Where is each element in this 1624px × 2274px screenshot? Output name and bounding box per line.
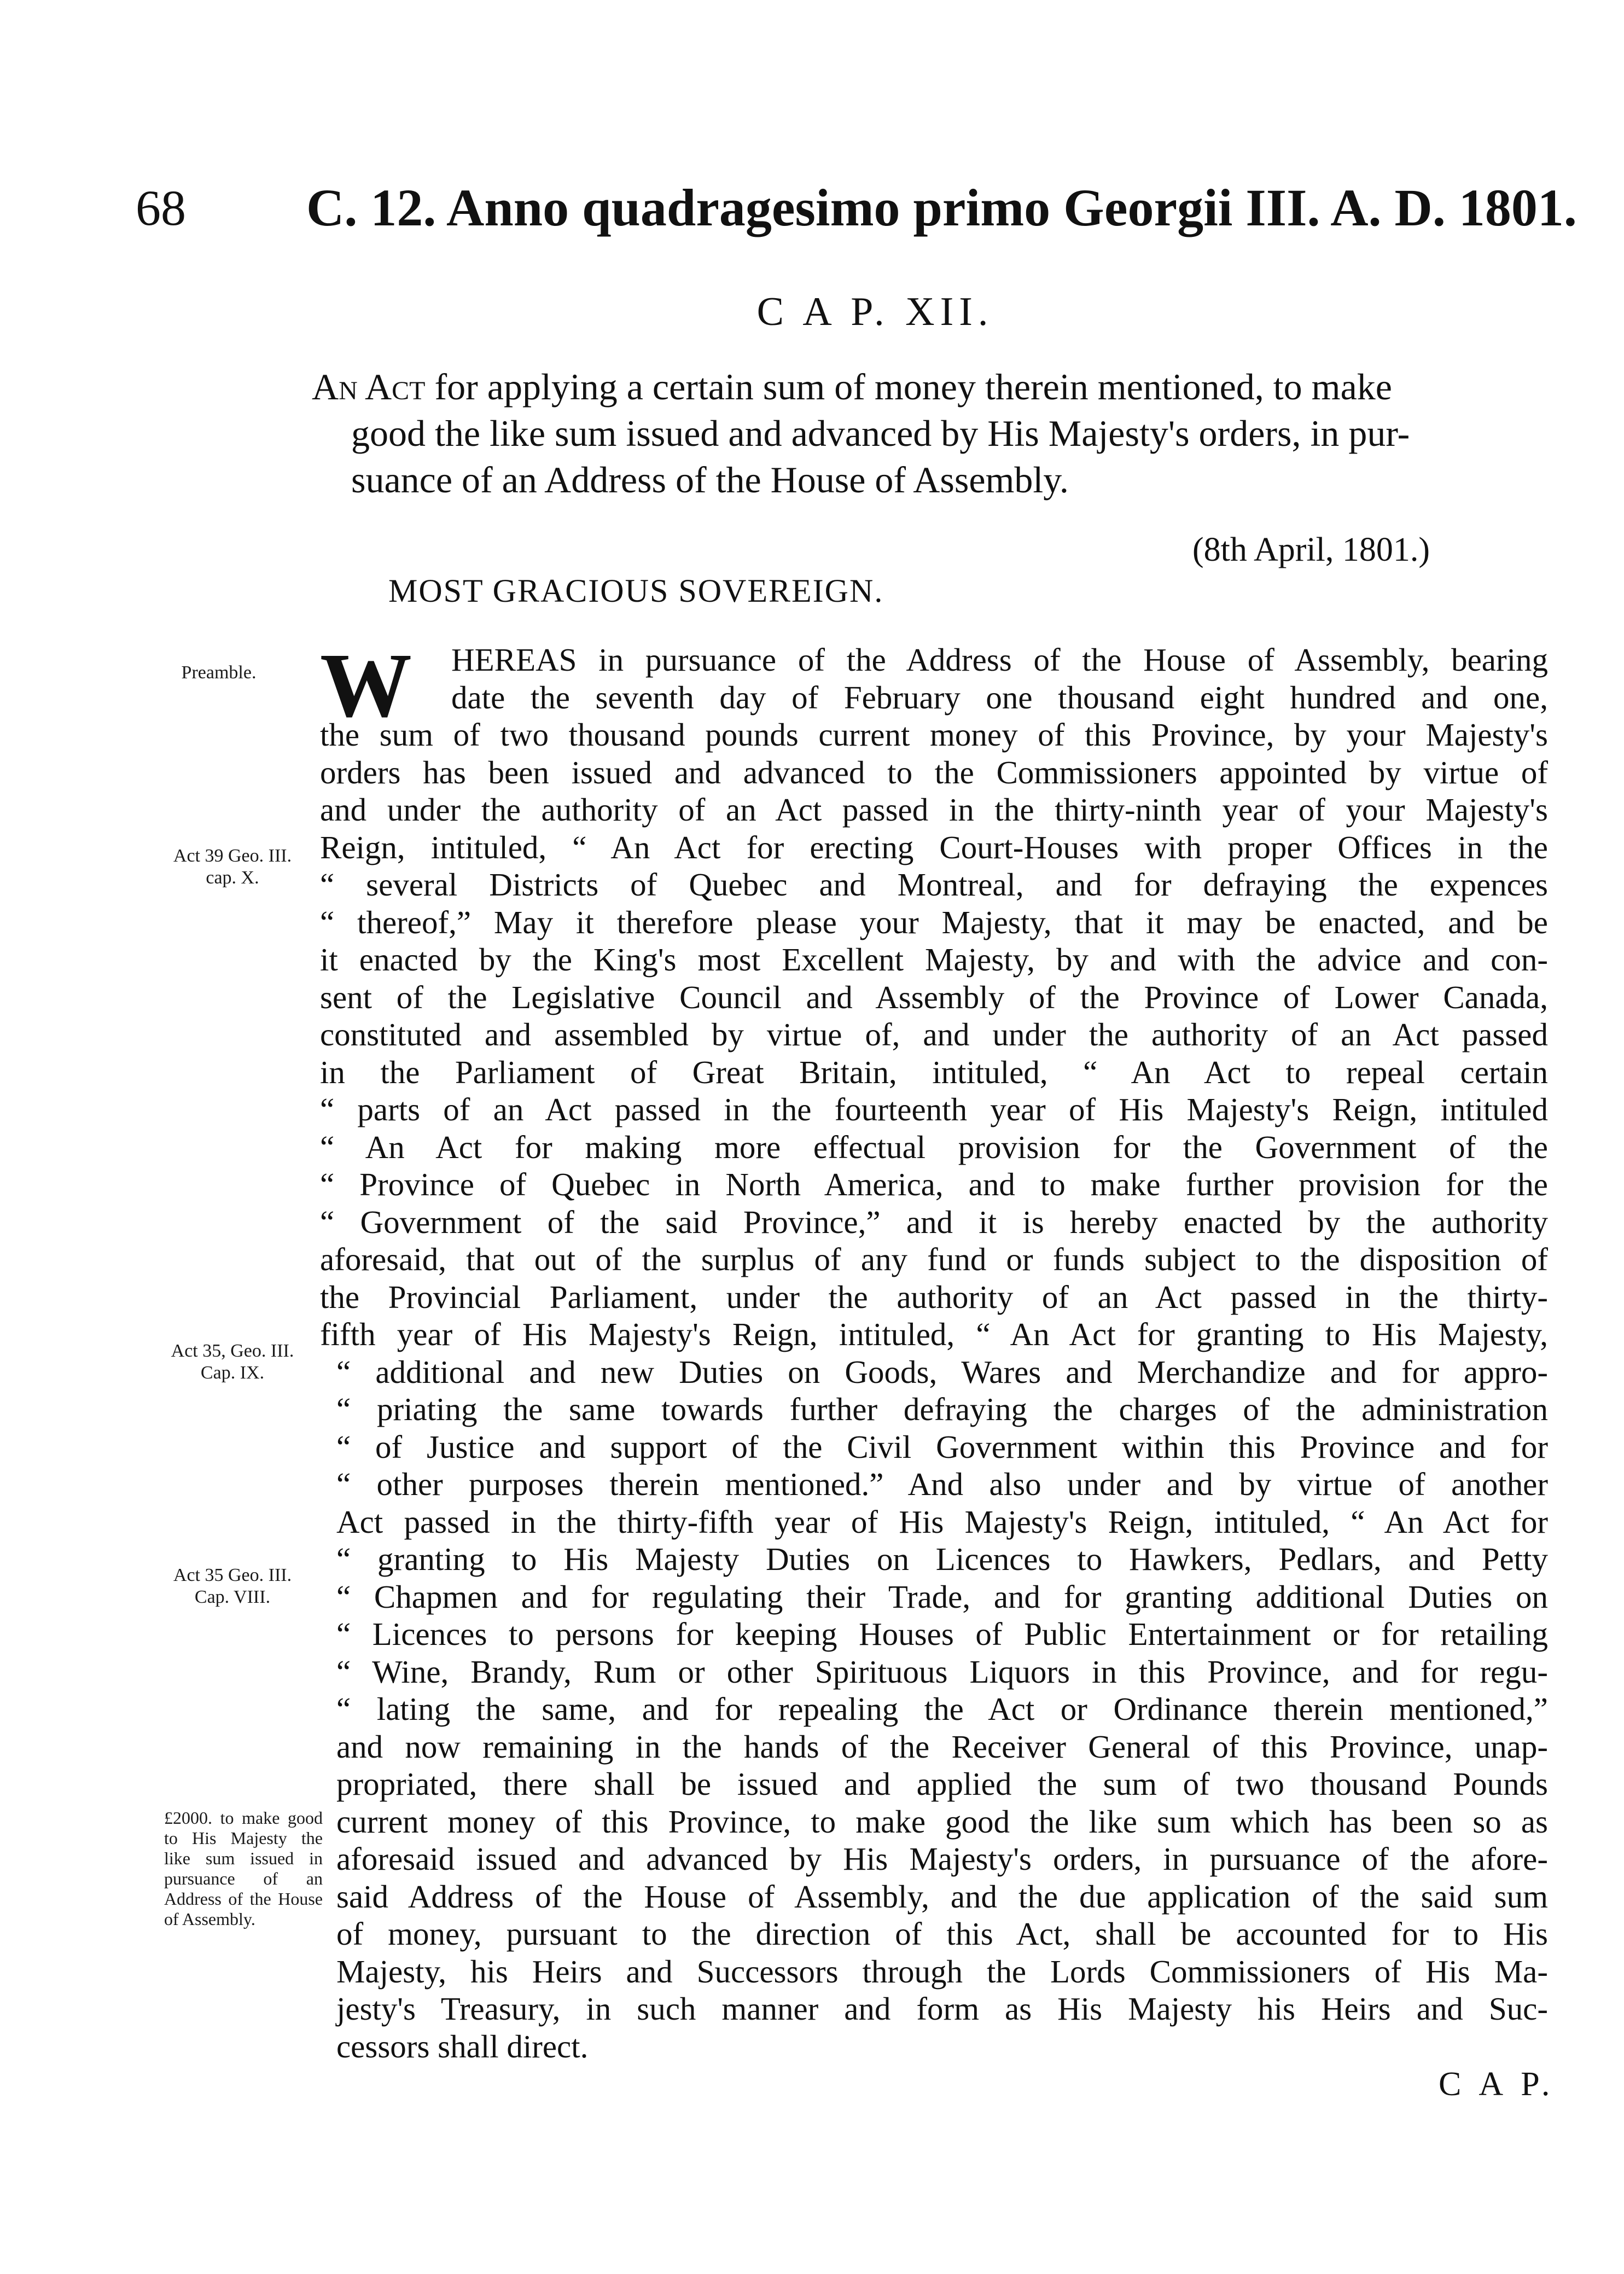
page-number: 68 [136, 180, 186, 236]
marginal-note-sum: £2000. to make good to His Majesty the like sum issued in pursuance of an Address of the House of Assembly. [164, 1808, 323, 1929]
body-line: “ parts of an Act passed in the fourteenth year of His Majesty's Reign, intituled [320, 1091, 1548, 1127]
body-line: constituted and assembled by virtue of, and under the authority of an Act passed [320, 1016, 1548, 1052]
body-line: aforesaid issued and advanced by His Majesty's orders, in pursuance of the afore- [336, 1841, 1548, 1877]
body-line: “ additional and new Duties on Goods, Wares and Merchandize and for appro- [336, 1353, 1548, 1390]
body-line: date the seventh day of February one thousand eight hundred and one, [451, 679, 1548, 716]
body-line: “ other purposes therein mentioned.” And also under and by virtue of another [336, 1466, 1548, 1502]
body-line: “ of Justice and support of the Civil Government within this Province and for [336, 1428, 1548, 1465]
chapter-heading: C A P. XII. [756, 289, 994, 334]
body-line: “ thereof,” May it therefore please your Majesty, that it may be enacted, and be [320, 904, 1548, 940]
body-line: sent of the Legislative Council and Assembly of the Province of Lower Canada, [320, 979, 1548, 1015]
marginal-note-act-39: Act 39 Geo. III. cap. X. [173, 846, 292, 888]
body-line: “ An Act for making more effectual provision for the Government of the [320, 1129, 1548, 1165]
body-line: propriated, there shall be issued and applied the sum of two thousand Pounds [336, 1766, 1548, 1802]
marginal-note-act-35-cap-8: Act 35 Geo. III. Cap. VIII. [173, 1565, 292, 1607]
body-line: Reign, intituled, “ An Act for erecting Court-Houses with proper Offices in the [320, 829, 1548, 865]
body-line: “ Chapmen and for regulating their Trade, and for granting additional Duties on [336, 1578, 1548, 1615]
body-line: current money of this Province, to make good the like sum which has been so as [336, 1803, 1548, 1840]
body-line: “ lating the same, and for repealing the Act or Ordinance therein mentioned,” [336, 1691, 1548, 1727]
body-line: aforesaid, that out of the surplus of any fund or funds subject to the disposition of [320, 1241, 1548, 1277]
act-word: An Act [312, 366, 426, 408]
body-line: it enacted by the King's most Excellent Majesty, by and with the advice and con- [320, 941, 1548, 978]
body-line: “ priating the same towards further defraying the charges of the administration [336, 1391, 1548, 1427]
body-line: “ Wine, Brandy, Rum or other Spirituous Liquors in this Province, and for regu- [336, 1653, 1548, 1690]
body-line: said Address of the House of Assembly, and the due application of the said sum [336, 1878, 1548, 1915]
body-line: the sum of two thousand pounds current money of this Province, by your Majesty's [320, 717, 1548, 753]
act-title-line-3: suance of an Address of the House of Assembly. [351, 459, 1069, 501]
act-title-line-2: good the like sum issued and advanced by His Majesty's orders, in pur- [351, 412, 1410, 454]
body-line: in the Parliament of Great Britain, intituled, “ An Act to repeal certain [320, 1054, 1548, 1090]
body-line: of money, pursuant to the direction of this Act, shall be accounted for to His [336, 1916, 1548, 1952]
catchword: C A P. [1439, 2066, 1556, 2103]
act-title [312, 364, 1537, 503]
salutation: MOST GRACIOUS SOVEREIGN. [388, 573, 884, 609]
body-line: orders has been issued and advanced to the Commissioners appointed by virtue of [320, 754, 1548, 790]
act-title-line-1 [312, 364, 1537, 410]
marginal-note-preamble: Preamble. [181, 662, 257, 683]
body-line: “ Government of the said Province,” and it is hereby enacted by the authority [320, 1203, 1548, 1240]
act-date: (8th April, 1801.) [1192, 531, 1430, 568]
body-line: Majesty, his Heirs and Successors through the Lords Commissioners of His Ma- [336, 1953, 1548, 1990]
body-line: cessors shall direct. [336, 2028, 589, 2064]
body-line: jesty's Treasury, in such manner and form as His Majesty his Heirs and Suc- [336, 1991, 1548, 2027]
body-line: “ Province of Quebec in North America, and to make further provision for the [320, 1166, 1548, 1202]
drop-capital: W [320, 635, 412, 736]
body-line: HEREAS in pursuance of the Address of the House of Assembly, bearing [451, 642, 1548, 678]
act-body [320, 635, 1548, 2065]
body-line: fifth year of His Majesty's Reign, intituled, “ An Act for granting to His Majesty, [320, 1316, 1548, 1352]
body-line: the Provincial Parliament, under the authority of an Act passed in the thirty- [320, 1278, 1548, 1315]
body-line: “ several Districts of Quebec and Montreal, and for defraying the expences [320, 866, 1548, 903]
body-line: Act passed in the thirty-fifth year of His Majesty's Reign, intituled, “ An Act for [336, 1503, 1548, 1540]
body-line: and under the authority of an Act passed in the thirty-ninth year of your Majesty's [320, 792, 1548, 828]
marginal-note-act-35-cap-9: Act 35, Geo. III. Cap. IX. [171, 1341, 294, 1383]
body-line: “ granting to His Majesty Duties on Licences to Hawkers, Pedlars, and Petty [336, 1541, 1548, 1577]
body-line: and now remaining in the hands of the Receiver General of this Province, unap- [336, 1728, 1548, 1765]
body-line: “ Licences to persons for keeping Houses of Public Entertainment or for retailing [336, 1616, 1548, 1652]
act-title-line-1-rest: for applying a certain sum of money therein mentioned, to make [425, 366, 1392, 408]
running-head: C. 12. Anno quadragesimo primo Georgii III. A. D. 1801. [306, 178, 1577, 237]
